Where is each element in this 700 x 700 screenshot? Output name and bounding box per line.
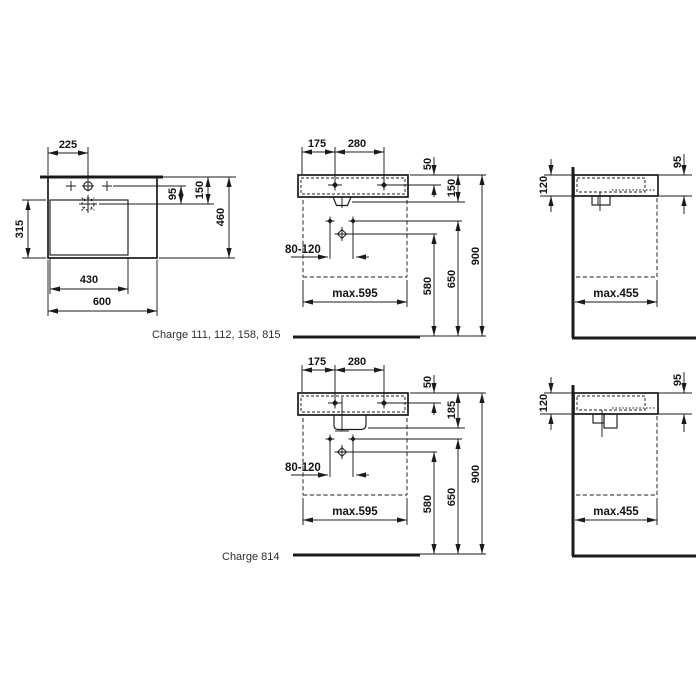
- front-view-charge-814: [285, 356, 486, 555]
- tap-hole-mark-left-icon: [66, 181, 76, 191]
- drain-fitting-side: [592, 196, 610, 205]
- dim-label-range: 80-120: [285, 244, 321, 256]
- dim-label-650: 650: [446, 269, 458, 289]
- caption-charge-111: Charge 111, 112, 158, 815: [152, 329, 281, 341]
- plan-view: [14, 139, 236, 316]
- dim-label-50: 50: [422, 375, 434, 389]
- dim-label-900: 900: [470, 246, 482, 266]
- tap-hole-mark-right-icon: [102, 181, 112, 191]
- side-view-charge-111: [538, 154, 696, 338]
- dim-label-650: 650: [446, 487, 458, 507]
- dim-label-280: 280: [347, 356, 367, 368]
- dim-label-120: 120: [538, 175, 550, 195]
- fixing-hole-right-icon: [377, 398, 391, 409]
- dim-label-95-side: 95: [672, 373, 684, 387]
- drain-fitting-side-b: [604, 414, 617, 428]
- dim-label-edge-to-drain: 150: [194, 180, 206, 200]
- dim-label-580: 580: [422, 276, 434, 296]
- basin-outline-plan: [48, 177, 157, 258]
- dim-label-max-width: max.595: [332, 288, 378, 300]
- dim-label-range: 80-120: [285, 462, 321, 474]
- dim-label-120: 120: [538, 393, 550, 413]
- dim-label-rim-to-outlet: 185: [446, 400, 458, 420]
- dim-label-580: 580: [422, 494, 434, 514]
- dim-label-max-depth: max.455: [593, 506, 639, 518]
- bowl-outline-plan: [50, 200, 128, 255]
- dim-label-280: 280: [347, 138, 367, 150]
- drain-icon: [79, 195, 97, 213]
- fixing-hole-left-icon: [328, 398, 342, 409]
- dim-label-95-side: 95: [672, 155, 684, 169]
- dim-label-depth: 460: [215, 207, 227, 227]
- fixing-hole-left-icon: [328, 180, 342, 191]
- dim-label-bowl-width: 430: [79, 274, 99, 286]
- dim-label-tap-offset: 225: [58, 139, 78, 151]
- outlet-basin-front: [334, 415, 366, 430]
- dim-label-width: 600: [92, 296, 112, 308]
- dim-label-max-depth: max.455: [593, 288, 639, 300]
- front-view-charge-111: [285, 138, 486, 337]
- dim-label-bowl-depth: 315: [14, 219, 26, 239]
- dim-label-rim-to-outlet: 150: [446, 178, 458, 198]
- side-view-charge-814: [538, 372, 696, 556]
- dim-label-tap-to-drain: 95: [167, 187, 179, 201]
- dim-label-175: 175: [307, 138, 327, 150]
- dim-label-50: 50: [422, 157, 434, 171]
- dim-label-175: 175: [307, 356, 327, 368]
- caption-charge-814: Charge 814: [222, 551, 280, 563]
- fixing-hole-right-icon: [377, 180, 391, 191]
- dim-label-900: 900: [470, 464, 482, 484]
- dim-label-max-width: max.595: [332, 506, 378, 518]
